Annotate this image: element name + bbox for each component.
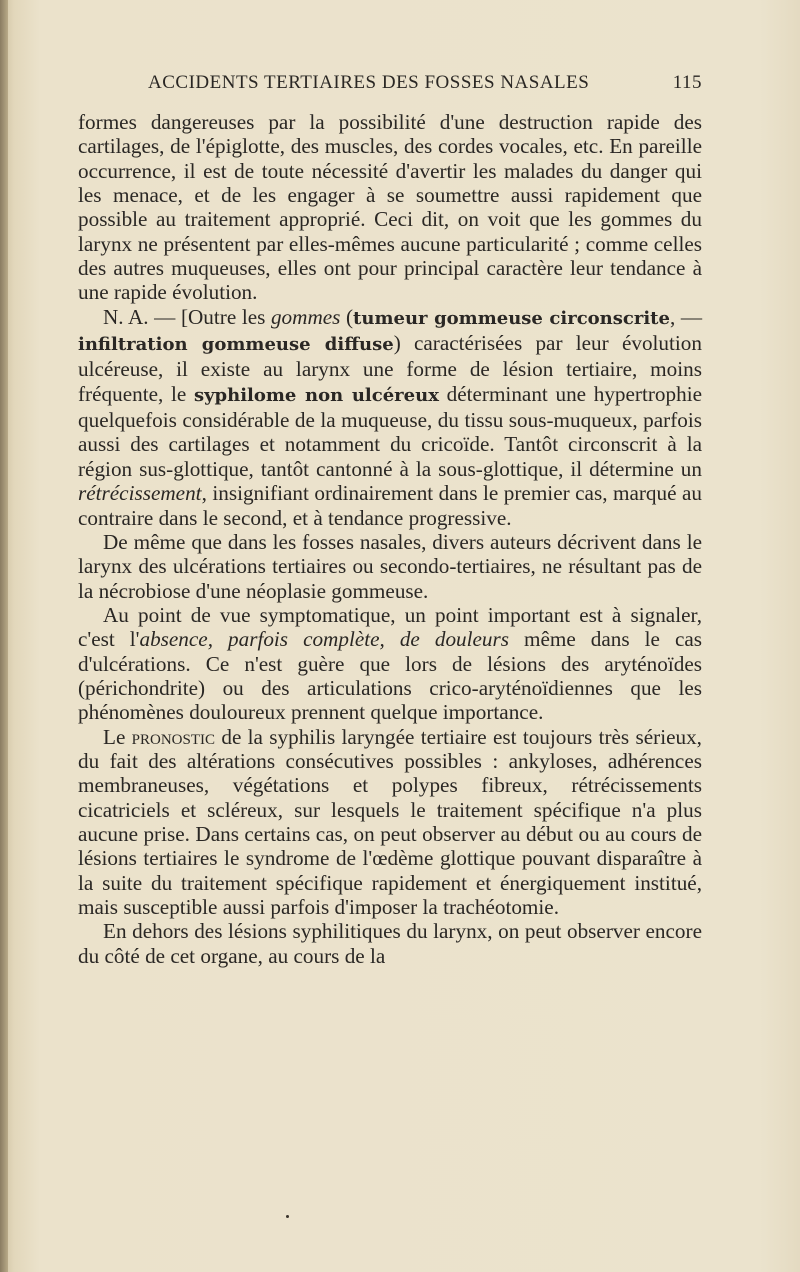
text-fragment: de la syphilis laryngée tertiaire est toujours très sérieux, du fait des altérations consécutives possibles : ankyloses, adhérences membraneuses, végétations et polypes fibreux, rétrécissements cicatriciels et scléreux, sur lesquels le traitement spécifique n'a plus aucune prise. Dans certains cas, on peut observer au début ou au cours de lésions tertiaires le syndrome de l'œdème glottique pouvant disparaître à la suite du traitement spécifique rapidement et énergiquement institué, mais susceptible aussi parfois d'imposer la trachéotomie. xyxy=(78,724,702,919)
text-fragment: Le xyxy=(103,724,132,749)
paragraph-3: De même que dans les fosses nasales, divers auteurs décrivent dans le larynx des ulcérations tertiaires ou secondo-tertiaires, ne résultant pas de la nécrobiose d'une néoplasie gommeuse. xyxy=(78,529,702,603)
text-fragment: Au point de vue symptomatique, un point important est à signaler, c'est l' xyxy=(78,602,702,652)
page-number: 115 xyxy=(672,72,702,93)
running-header xyxy=(148,72,702,98)
term-pronostic: pronostic xyxy=(131,724,216,749)
paragraph-5 xyxy=(78,725,702,920)
term-absence-douleurs: absence, parfois complète, de douleurs xyxy=(139,627,510,652)
term-gommes: gommes xyxy=(270,304,341,329)
paragraph-4 xyxy=(78,603,702,725)
term-infiltration-gommeuse: infiltration gommeuse diffuse xyxy=(78,334,394,356)
paragraph-1: formes dangereuses par la possibilité d'une destruction rapide des cartilages, de l'épiglotte, des muscles, des cordes vocales, etc. En pareille occurrence, il est de toute nécessité d'avertir les malades du danger qui les menace, et de les engager à se soumettre aussi rapidement que possible au traitement approprié. Ceci dit, on voit que les gommes du larynx ne présentent par elles-mêmes aucune particularité ; comme celles des autres muqueuses, elles ont pour principal caractère leur tendance à une rapide évolution. xyxy=(78,110,702,305)
ink-speck xyxy=(286,1215,289,1218)
text-fragment: ( xyxy=(340,304,354,329)
text-fragment: , — xyxy=(669,304,703,329)
term-tumeur-gommeuse: tumeur gommeuse circonscrite xyxy=(353,307,670,329)
binding-edge xyxy=(0,0,8,1272)
paragraph-2-intro: N. A. — [Outre les xyxy=(103,304,271,329)
text-fragment: même dans le cas d'ulcérations. Ce n'est guère que lors de lésions des aryténoïdes (périchondrite) ou des articulations crico-aryténoïdiennes que les phénomènes douloureux prennent quelque importance. xyxy=(78,627,702,725)
paragraph-2 xyxy=(78,305,702,530)
text-fragment: déterminant une hypertrophie quelquefois considérable de la muqueuse, du tissu sous-muqueux, parfois aussi des cartilages et notamment du cricoïde. Tantôt circonscrit à la région sus-glottique, tantôt cantonné à la sous-glottique, il détermine un xyxy=(78,381,702,481)
term-syphilome: syphilome non ulcéreux xyxy=(193,384,439,406)
text-fragment: ) caractérisées par leur évolution ulcéreuse, il existe au larynx une forme de lésion tertiaire, moins fréquente, le xyxy=(78,331,702,406)
paragraph-6: En dehors des lésions syphilitiques du larynx, on peut observer encore du côté de cet organe, au cours de la xyxy=(78,919,702,968)
term-retrecissement: rétrécissement xyxy=(78,481,202,506)
page-body-text xyxy=(78,110,702,968)
text-fragment: , insignifiant ordinairement dans le premier cas, marqué au contraire dans le second, et à tendance progressive. xyxy=(78,481,702,530)
running-title: ACCIDENTS TERTIAIRES DES FOSSES NASALES xyxy=(148,72,590,93)
